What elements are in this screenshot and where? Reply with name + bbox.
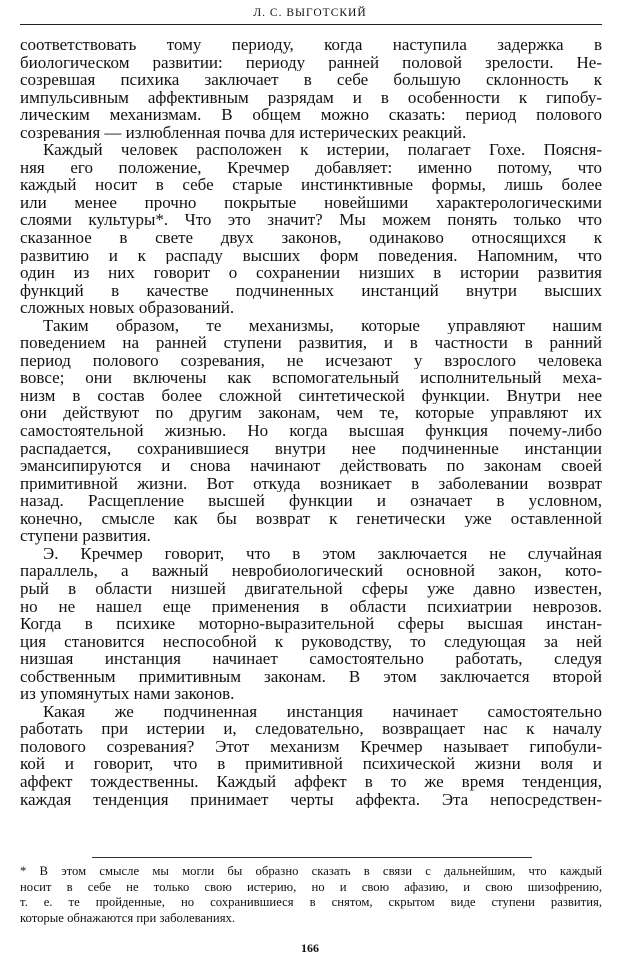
text-line: Таким образом, те механизмы, которые управляют нашим bbox=[43, 316, 602, 335]
text-line: биологическом развитии: периоду ранней половой зрелости. Не- bbox=[20, 53, 602, 72]
text-line: импульсивным аффективным разрядам и в особенности к гипобу- bbox=[20, 88, 602, 107]
text-line: сказанное в свете двух законов, одинаково относящихся к bbox=[20, 229, 602, 247]
text-line: слоями культуры*. Что это значит? Мы можем понять только что bbox=[20, 211, 602, 230]
text-line: каждый носит в себе старые инстинктивные формы, лишь более bbox=[20, 176, 602, 194]
text-line: няя его положение, Кречмер добавляет: именно потому, что bbox=[20, 158, 602, 177]
text-line: собственным примитивным законам. В этом заключается второй bbox=[20, 667, 602, 686]
text-line: созревшая психика заключает в себе большую склонность к bbox=[20, 71, 602, 89]
footnote-line: которые обнажаются при заболеваниях. bbox=[20, 910, 236, 925]
text-line: или менее прочно покрытые новейшими характерологическими bbox=[20, 193, 602, 212]
footnote-line: носит в себе не только свою истерию, но и свою афазию, и свою шизофрению, bbox=[20, 879, 602, 894]
page-number: 166 bbox=[301, 941, 319, 955]
header-rule bbox=[20, 24, 602, 25]
text-line: низм в состав более сложной синтетической функции. Внутри нее bbox=[20, 386, 602, 405]
text-line: рый в области низшей двигательной сферы уже давно известен, bbox=[20, 579, 602, 598]
text-line: параллель, а важный невробиологический основной закон, кото- bbox=[20, 562, 602, 580]
text-line: развитию и к распаду высших форм поведения. Напомним, что bbox=[20, 246, 602, 265]
running-head: Л. С. ВЫГОТСКИЙ bbox=[253, 7, 367, 19]
text-line: назад. Расщепление высшей функции и означает в условном, bbox=[20, 492, 602, 510]
text-line: каждая тенденция принимает черты аффекта. Эта непосредствен- bbox=[20, 790, 602, 809]
text-line: они действуют по другим законам, чем те, которые управляют их bbox=[20, 404, 602, 423]
text-line: но не нашел еще применения в области психиатрии неврозов. bbox=[20, 597, 602, 616]
text-line: созревания — излюбленная почва для истерических реакций. bbox=[20, 123, 467, 142]
text-line: Какая же подчиненная инстанция начинает самостоятельно bbox=[43, 702, 602, 721]
text-line: распадается, сохранившиеся внутри нее подчиненные инстанции bbox=[20, 439, 602, 458]
text-line: из упомянутых нами законов. bbox=[20, 685, 235, 703]
text-line: Когда в психике моторно-выразительной сферы высшая инстан- bbox=[20, 615, 602, 633]
text-line: функций в качестве подчиненных инстанций внутри высших bbox=[20, 281, 602, 300]
footnote bbox=[20, 864, 602, 926]
text-line: период полового созревания, не исчезают у взрослого человека bbox=[20, 351, 602, 370]
text-line: полового созревания? Этот механизм Кречмер называет гипобули- bbox=[20, 737, 602, 756]
footnote-rule bbox=[92, 857, 532, 858]
text-line: сложных новых образований. bbox=[20, 299, 235, 317]
main-text bbox=[20, 36, 602, 808]
text-line: вовсе; они включены как вспомогательный исполнительный меха- bbox=[20, 369, 602, 387]
text-line: примитивной жизни. Вот откуда возникает в заболевании возврат bbox=[20, 474, 602, 493]
footnote-line: т. е. те пройденные, но сохранившиеся в снятом, скрытом виде ступени развития, bbox=[20, 895, 602, 909]
footnote-line: * В этом смысле мы могли бы образно сказать в связи с дальнейшим, что каждый bbox=[20, 864, 602, 878]
text-line: лическим механизмам. В общем можно сказать: период полового bbox=[20, 106, 602, 124]
text-line: конечно, смысле как бы возврат к генетически уже оставленной bbox=[20, 509, 602, 528]
text-line: работать при истерии и, следовательно, возвращает нас к началу bbox=[20, 720, 602, 738]
text-line: кой и говорит, что в примитивной психической жизни воля и bbox=[20, 755, 602, 773]
text-line: низшая инстанция начинает самостоятельно работать, следуя bbox=[20, 650, 602, 668]
text-line: поведением на ранней ступени развития, и в частности в ранний bbox=[20, 334, 602, 352]
text-line: аффект тождественны. Каждый аффект в то же время тенденция, bbox=[20, 772, 602, 791]
text-line: соответствовать тому периоду, когда наступила задержка в bbox=[20, 36, 602, 54]
text-line: Э. Кречмер говорит, что в этом заключается не случайная bbox=[43, 544, 602, 563]
text-line: ция становится неспособной к руководству, то следующая за ней bbox=[20, 632, 602, 651]
text-line: Каждый человек расположен к истерии, полагает Гохе. Поясня- bbox=[43, 141, 602, 159]
text-line: ступени развития. bbox=[20, 527, 151, 545]
text-line: самостоятельной жизнью. Но когда высшая функция почему-либо bbox=[20, 422, 602, 440]
text-line: один из них говорит о сохранении низших в истории развития bbox=[20, 264, 602, 282]
text-line: эмансипируются и снова начинают действовать по законам своей bbox=[20, 457, 602, 475]
